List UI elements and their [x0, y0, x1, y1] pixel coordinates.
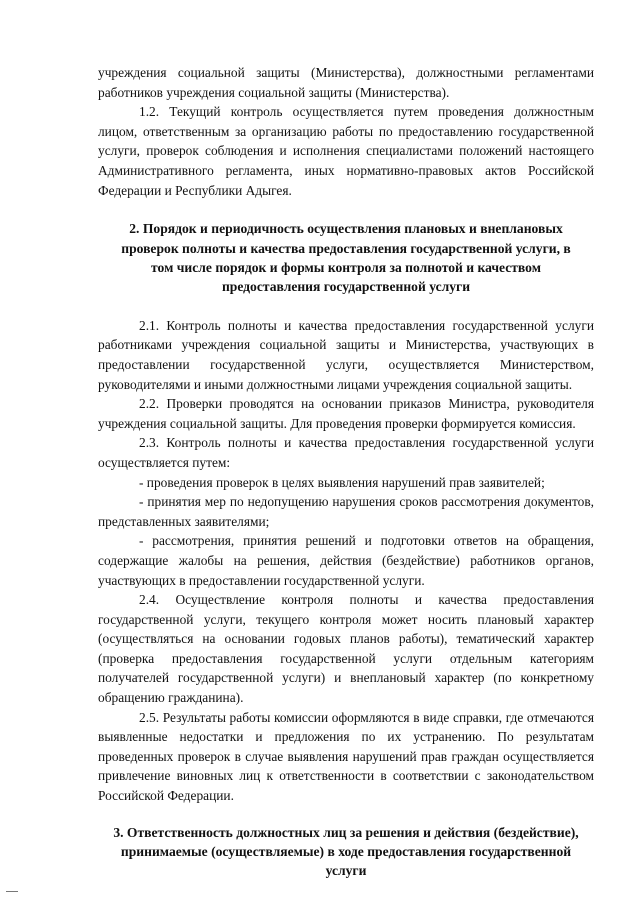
paragraph-2-4: 2.4. Осуществление контроля полноты и качества предоставления государственной услуги, текущего контроля может носить плановый характер (осуществляться на основании годовых планов работы), тематический характер (проверка предоставления государственной услуги отдельным категориям получателей государственной услуги) и внеплановый характер (по конкретному обращению гражданина). [98, 592, 594, 706]
paragraph-2-1: 2.1. Контроль полноты и качества предоставления государственной услуги работниками учреждения социальной защиты и Министерства, участвующих в предоставлении государственной услуги, осуществляется Министерством, руководителями и иными должностными лицами учреждения социальной защиты. [98, 317, 594, 392]
paragraph-2-2: 2.2. Проверки проводятся на основании приказов Министра, руководителя учреждения социальной защиты. Для проведения проверки формируется комиссия. [98, 396, 594, 431]
document-page [98, 63, 594, 881]
paragraph-2-3: 2.3. Контроль полноты и качества предоставления государственной услуги осуществляется путем: [98, 435, 594, 470]
section-3-heading: 3. Ответственность должностных лиц за решения и действия (бездействие), принимаемые (осуществляемые) в ходе предоставления государственной услуги [113, 824, 579, 879]
paragraph-1-2: 1.2. Текущий контроль осуществляется путем проведения должностным лицом, ответственным за организацию работы по предоставлению государственной услуги, проверок соблюдения и исполнения специалистами положений настоящего Административного регламента, иных нормативно-правовых актов Российской Федерации и Республики Адыгея. [98, 104, 594, 198]
section-2-heading: 2. Порядок и периодичность осуществления плановых и внеплановых проверок полноты и качества предоставления государственной услуги, в том числе порядок и формы контроля за полнотой и качеством предоставления государственной услуги [121, 221, 571, 295]
page-corner-mark [6, 891, 18, 892]
list-item-2-3-b: - принятия мер по недопущению нарушения сроков рассмотрения документов, представленных заявителями; [98, 494, 594, 529]
list-item-2-3-a: - проведения проверок в целях выявления нарушений прав заявителей; [139, 474, 545, 490]
list-item-2-3-c: - рассмотрения, принятия решений и подготовки ответов на обращения, содержащие жалобы на решения, действия (бездействие) работников органов, участвующих в предоставлении государственной услуги. [98, 533, 594, 588]
paragraph-2-5: 2.5. Результаты работы комиссии оформляются в виде справки, где отмечаются выявленные недостатки и предложения по их устранению. По результатам проведенных проверок в случае выявления нарушений прав граждан осуществляется привлечение виновных лиц к ответственности в соответствии с законодательством Российской Федерации. [98, 709, 594, 804]
paragraph-continuation: учреждения социальной защиты (Министерства), должностными регламентами работников учреждения социальной защиты (Министерства). [98, 65, 594, 100]
